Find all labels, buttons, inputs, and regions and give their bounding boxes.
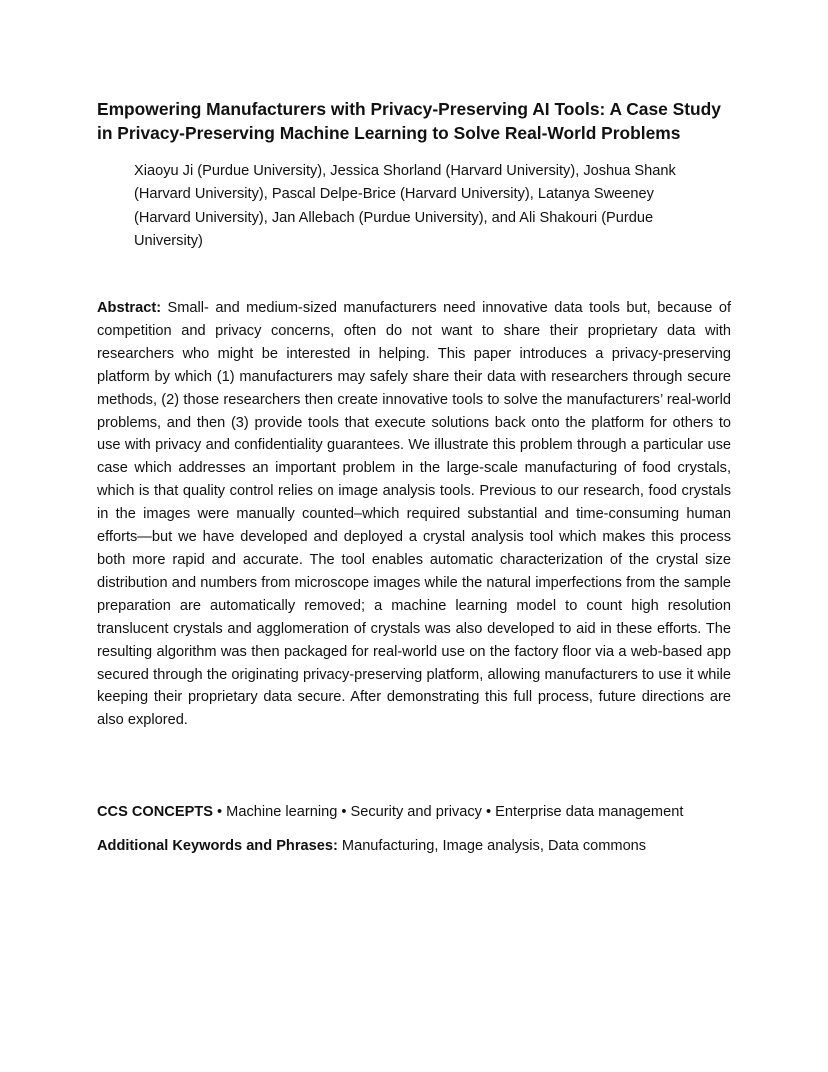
abstract-text: Small- and medium-sized manufacturers need innovative data tools but, because of competition and privacy concerns, often do not want to share their proprietary data with researchers who might be interested in helping. This paper introduces a privacy-preserving platform by which (1) manufacturers may safely share their data with researchers through secure methods, (2) those researchers then create innovative tools to solve the manufacturers’ real-world problems, and then (3) provide tools that execute solutions back onto the platform for others to use with privacy and confidentiality guarantees. We illustrate this problem through a particular use case which addresses an important problem in the large-scale manufacturing of food crystals, which is that quality control relies on image analysis tools. Previous to our research, food crystals in the images were manually counted–which required substantial and time-consuming human efforts—but we have developed and deployed a crystal analysis tool which makes this process both more rapid and accurate. The tool enables automatic characterization of the crystal size distribution and numbers from microscope images while the natural imperfections from the sample preparation are automatically removed; a machine learning model to count high resolution translucent crystals and agglomeration of crystals was also developed to aid in these efforts. The resulting algorithm was then packaged for real-world use on the factory floor via a web-based app secured through the originating privacy-preserving platform, allowing manufacturers to use it while keeping their proprietary data secure. After demonstrating this full process, future directions are also explored. (97, 300, 731, 729)
additional-keywords-label: Additional Keywords and Phrases: (97, 838, 338, 854)
abstract-label: Abstract: (97, 300, 162, 316)
author-list: Xiaoyu Ji (Purdue University), Jessica Shorland (Harvard University), Joshua Shank (Harvard University), Pascal Delpe-Brice (Harvard University), Latanya Sweeney (Harvard University), Jan Allebach (Purdue University), and Ali Shakouri (Purdue University) (134, 163, 676, 249)
ccs-concepts (97, 801, 777, 824)
additional-keywords (97, 835, 777, 858)
abstract-paragraph (97, 297, 731, 732)
ccs-concepts-text: • Machine learning • Security and privacy • Enterprise data management (217, 804, 684, 820)
additional-keywords-text: Manufacturing, Image analysis, Data commons (341, 838, 647, 854)
ccs-concepts-label: CCS CONCEPTS (97, 804, 213, 820)
paper-title: Empowering Manufacturers with Privacy-Preserving AI Tools: A Case Study in Privacy-Preserving Machine Learning to Solve Real-World Problems (97, 99, 721, 143)
